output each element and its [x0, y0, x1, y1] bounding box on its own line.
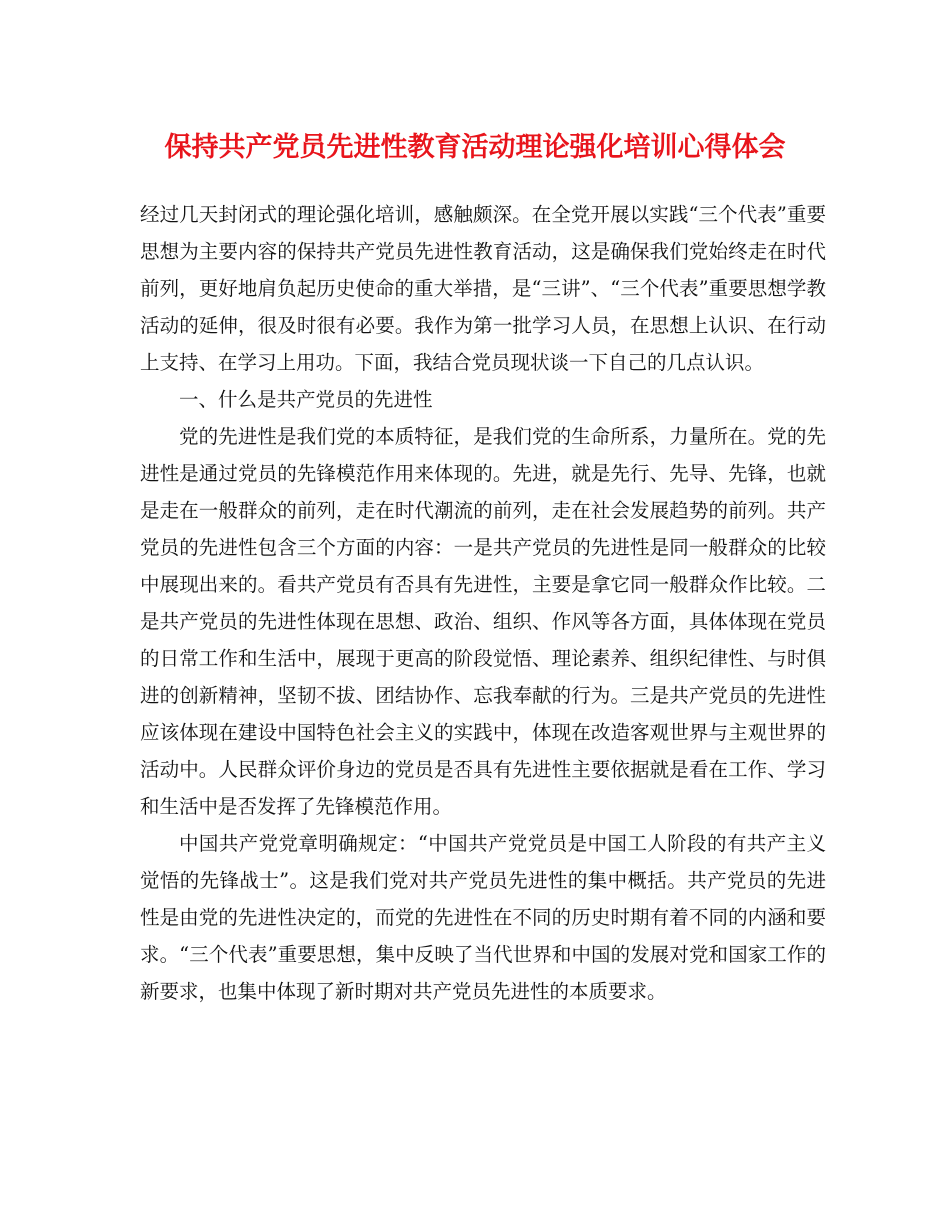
paragraph-advanced-nature: 党的先进性是我们党的本质特征，是我们党的生命所系，力量所在。党的先进性是通过党员的先锋模范作用来体现的。先进，就是先行、先导、先锋，也就是走在一般群众的前列，走在时代潮流的前列，走在社会发展趋势的前列。共产党员的先进性包含三个方面的内容：一是共产党员的先进性是同一般群众的比较中展现出来的。看共产党员有否具有先进性，主要是拿它同一般群众作比较。二是共产党员的先进性体现在思想、政治、组织、作风等各方面，具体体现在党员的日常工作和生活中，展现于更高的阶段觉悟、理论素养、组织纪律性、与时俱进的创新精神，坚韧不拔、团结协作、忘我奉献的行为。三是共产党员的先进性应该体现在建设中国特色社会主义的实践中，体现在改造客观世界与主观世界的活动中。人民群众评价身边的党员是否具有先进性主要依据就是看在工作、学习和生活中是否发挥了先锋模范作用。: [140, 425, 826, 818]
paragraph-party-constitution: 中国共产党党章明确规定：“中国共产党党员是中国工人阶段的有共产主义觉悟的先锋战士”。这是我们党对共产党员先进性的集中概括。共产党员的先进性是由党的先进性决定的，而党的先进性在不同的历史时期有着不同的内涵和要求。“三个代表”重要思想，集中反映了当代世界和中国的发展对党和国家工作的新要求，也集中体现了新时期对共产党员先进性的本质要求。: [140, 832, 826, 1003]
section-heading-1: 一、什么是共产党员的先进性: [179, 388, 433, 411]
document-body: [140, 196, 826, 1010]
document-title: 保持共产党员先进性教育活动理论强化培训心得体会: [164, 132, 786, 163]
paragraph-intro: 经过几天封闭式的理论强化培训，感触颇深。在全党开展以实践“三个代表”重要思想为主要内容的保持共产党员先进性教育活动，这是确保我们党始终走在时代前列，更好地肩负起历史使命的重大举措，是“三讲”、“三个代表”重要思想学教活动的延伸，很及时很有必要。我作为第一批学习人员，在思想上认识、在行动上支持、在学习上用功。下面，我结合党员现状谈一下自己的几点认识。: [140, 203, 826, 374]
